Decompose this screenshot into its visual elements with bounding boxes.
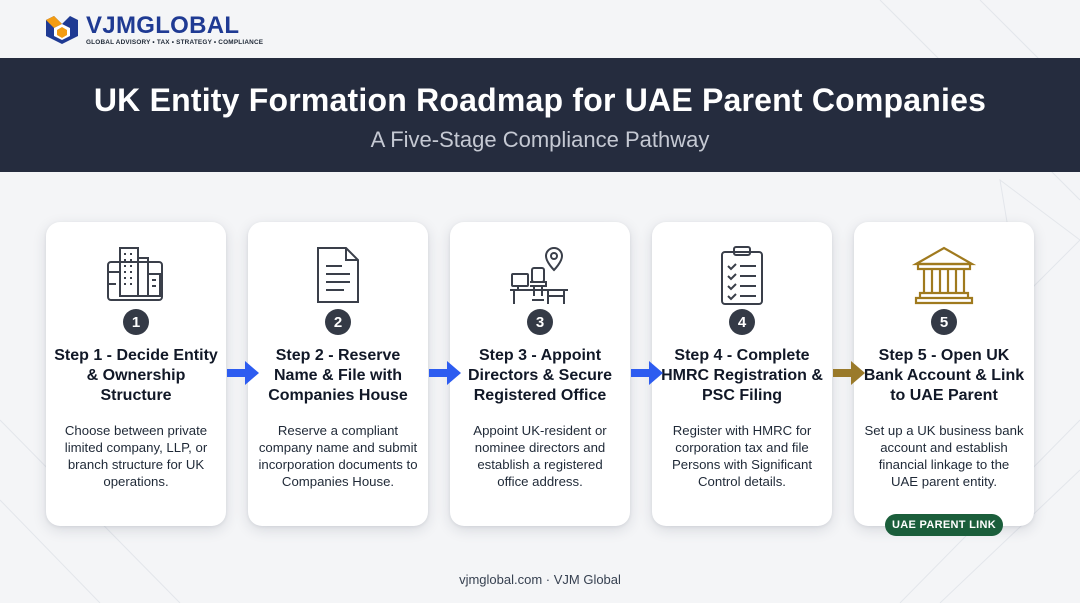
step-title: Step 4 - Complete HMRC Registration & PSC Filing bbox=[661, 347, 823, 404]
step-number: 2 bbox=[325, 309, 351, 335]
arrow-right-icon bbox=[629, 358, 665, 388]
step-card-3 bbox=[450, 222, 630, 526]
clipboard-checklist-icon bbox=[710, 244, 774, 306]
logo-mark-icon bbox=[44, 14, 80, 46]
step-title: Step 1 - Decide Entity & Ownership Structure bbox=[54, 347, 218, 404]
step-description: Reserve a compliant company name and submit incorporation documents to Companies House. bbox=[258, 423, 418, 489]
step-title: Step 5 - Open UK Bank Account & Link to UAE Parent bbox=[863, 347, 1025, 404]
step-number: 4 bbox=[729, 309, 755, 335]
uae-parent-link-badge: UAE PARENT LINK bbox=[885, 514, 1003, 536]
office-desk-location-icon bbox=[508, 244, 572, 306]
brand-name: VJMGLOBAL bbox=[86, 12, 240, 39]
step-description: Register with HMRC for corporation tax and file Persons with Significant Control details. bbox=[671, 423, 812, 489]
brand-tagline: GLOBAL ADVISORY • TAX • STRATEGY • COMPLIANCE bbox=[86, 39, 264, 46]
step-title: Step 3 - Appoint Directors & Secure Registered Office bbox=[467, 347, 613, 404]
step-card-4 bbox=[652, 222, 832, 526]
page-subtitle: A Five-Stage Compliance Pathway bbox=[370, 127, 710, 152]
document-icon bbox=[306, 244, 370, 306]
page-title: UK Entity Formation Roadmap for UAE Parent Companies bbox=[93, 82, 987, 118]
step-number: 1 bbox=[123, 309, 149, 335]
brand-logo[interactable] bbox=[44, 12, 263, 48]
step-number: 3 bbox=[527, 309, 553, 335]
step-card-1 bbox=[46, 222, 226, 526]
arrow-right-icon bbox=[427, 358, 463, 388]
step-number: 5 bbox=[931, 309, 957, 335]
step-card-5 bbox=[854, 222, 1034, 526]
arrow-right-icon bbox=[225, 358, 261, 388]
bank-icon bbox=[912, 244, 976, 306]
step-title: Step 2 - Reserve Name & File with Companies House bbox=[268, 347, 408, 404]
arrow-right-icon bbox=[831, 358, 867, 388]
step-description: Set up a UK business bank account and establish financial linkage to the UAE parent entity. bbox=[864, 423, 1024, 489]
header-banner bbox=[0, 58, 1080, 172]
footer-text[interactable]: vjmglobal.com · VJM Global bbox=[459, 572, 621, 587]
step-description: Appoint UK-resident or nominee directors and establish a registered office address. bbox=[473, 423, 607, 489]
step-card-2 bbox=[248, 222, 428, 526]
step-description: Choose between private limited company, LLP, or branch structure for UK operations. bbox=[64, 423, 208, 489]
building-blueprint-icon bbox=[104, 244, 168, 306]
